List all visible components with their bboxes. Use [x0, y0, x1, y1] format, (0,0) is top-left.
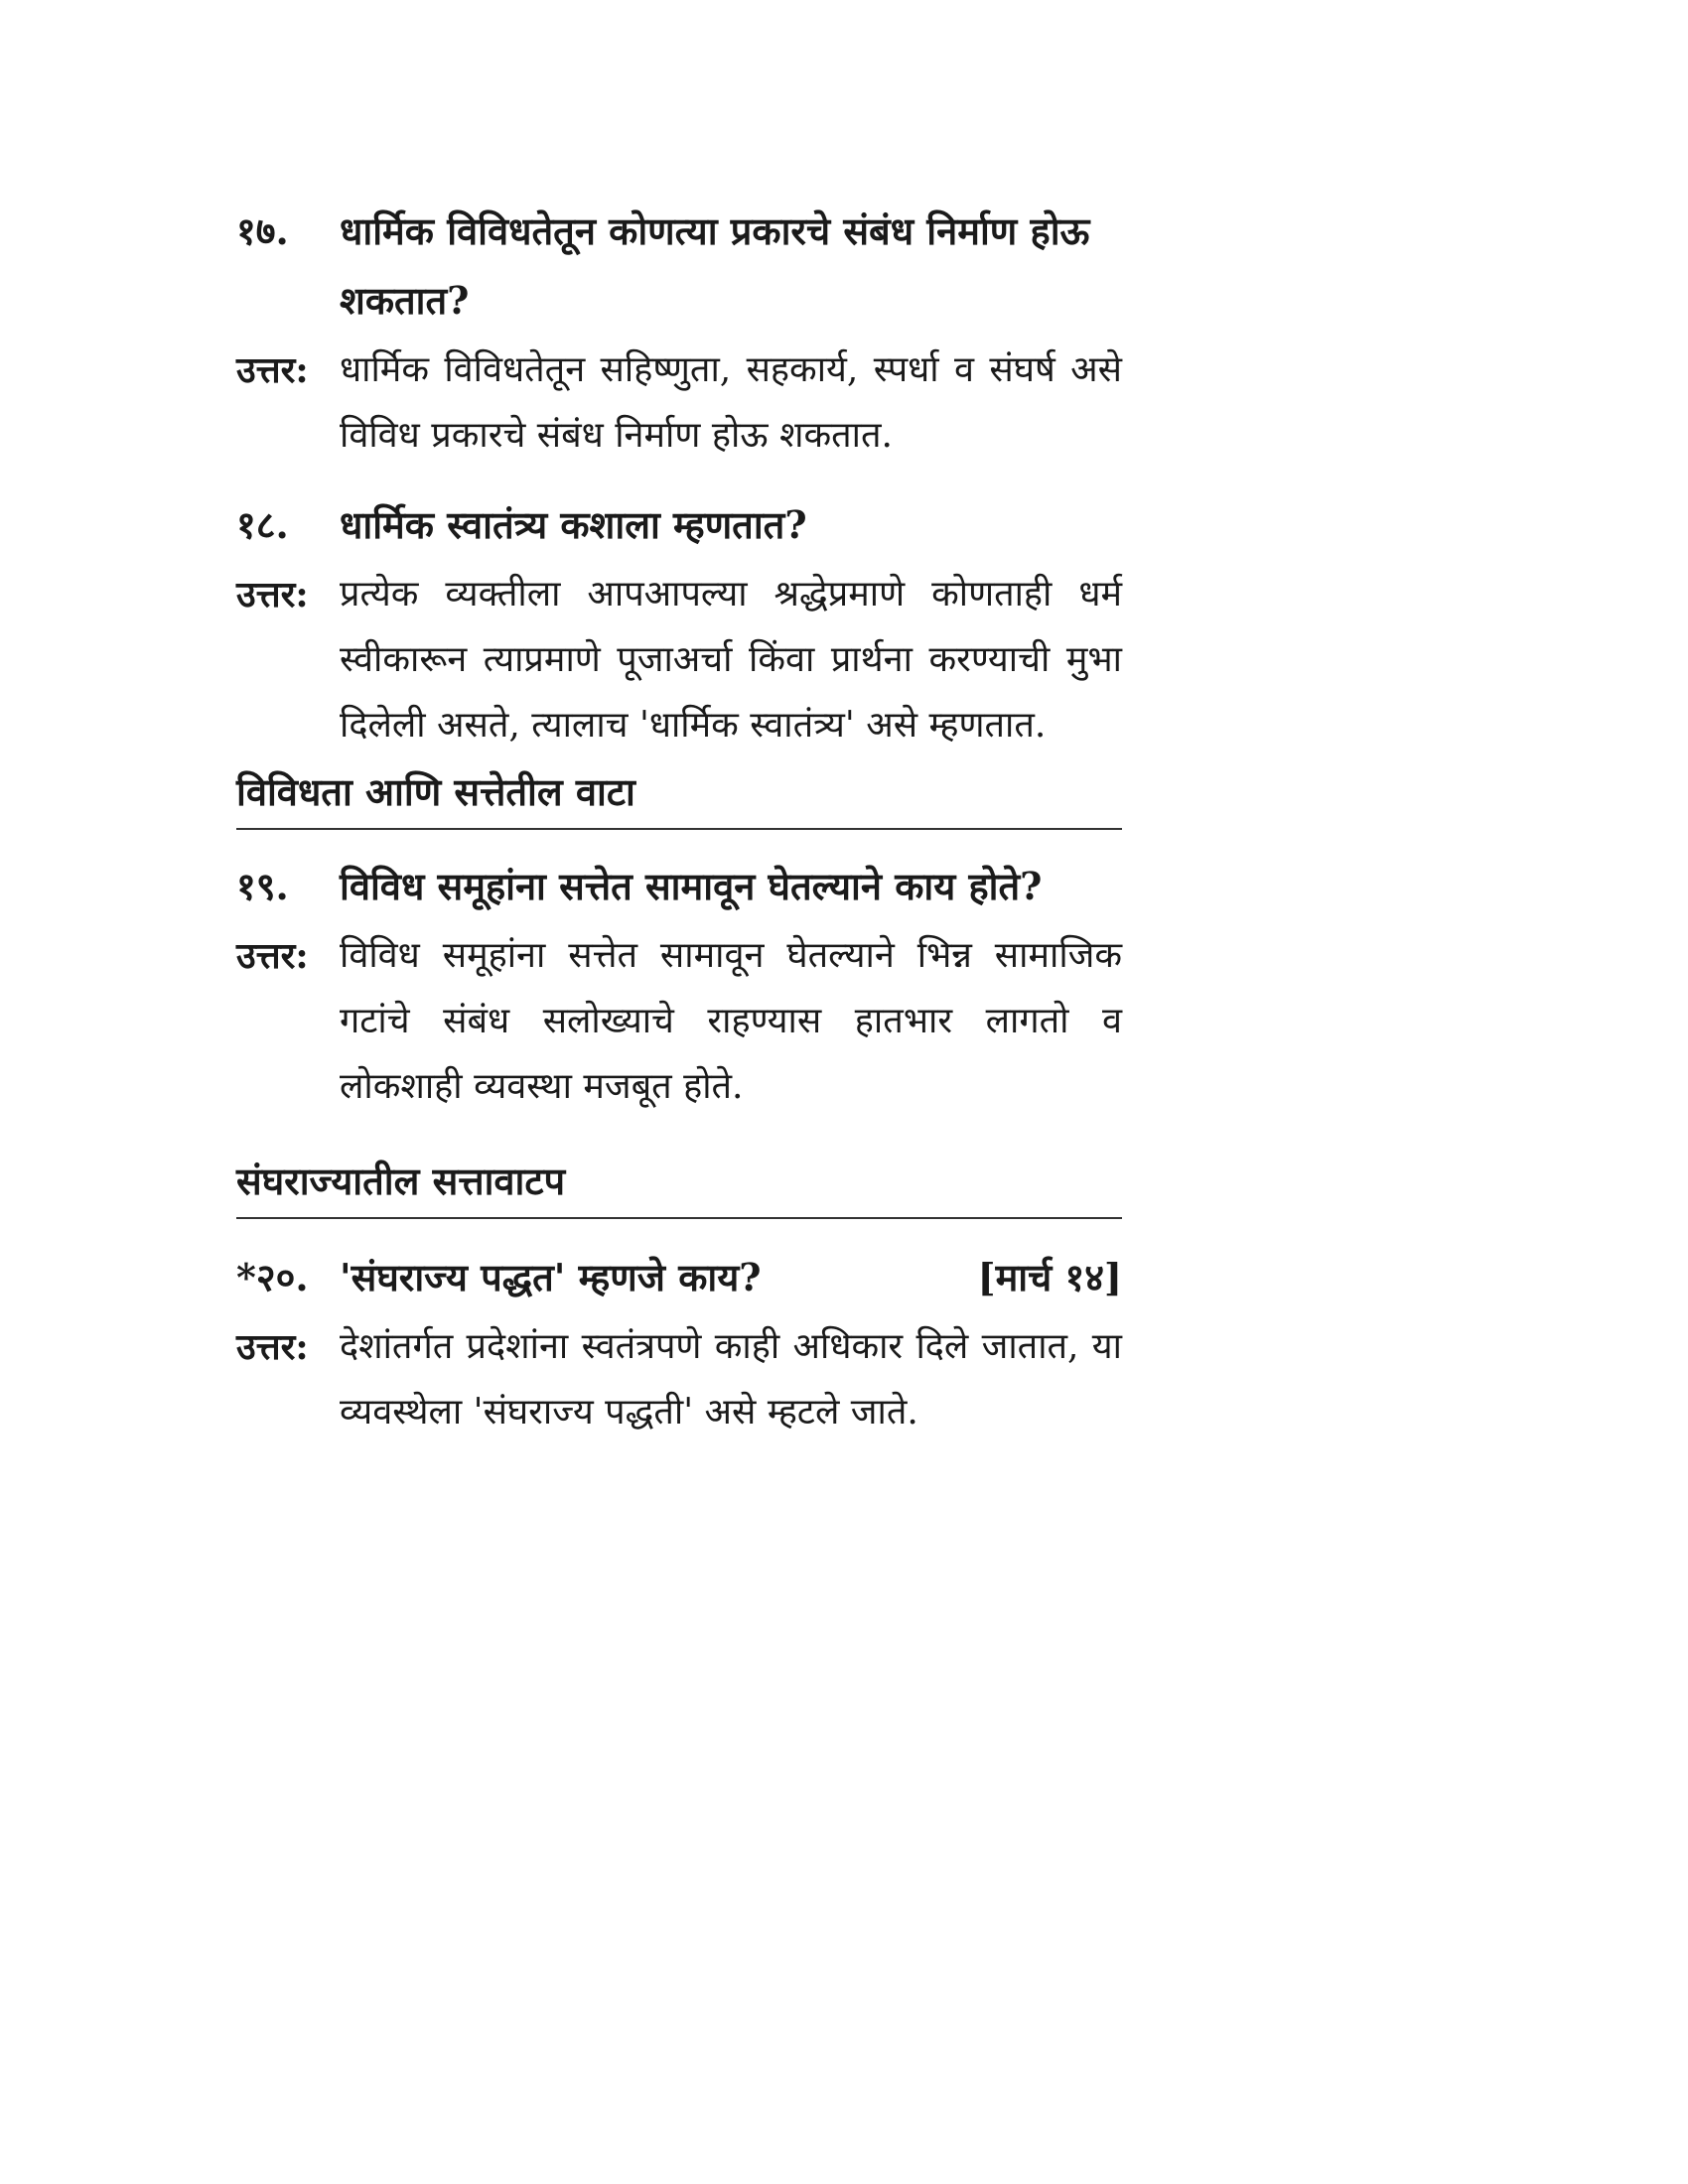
answer-row: [236, 562, 1122, 758]
question-number: *२०.: [236, 1255, 309, 1299]
question-row: [236, 197, 1122, 336]
answer-row: [236, 338, 1122, 469]
section-heading: संघराज्यातील सत्तावाटप: [236, 1152, 1122, 1219]
question-number: १७.: [236, 208, 289, 253]
question-block-20: [236, 1243, 1122, 1445]
question-row: [236, 1243, 1122, 1312]
answer-text: विविध समूहांना सत्तेत सामावून घेतल्याने भिन्न सामाजिक गटांचे संबंध सलोख्याचे राहण्यास हातभार लागतो व लोकशाही व्यवस्था मजबूत होते.: [340, 935, 1122, 1107]
document-page: [236, 197, 1122, 1445]
question-number: १९.: [236, 864, 289, 908]
answer-label: उत्तर:: [236, 349, 309, 391]
question-text: धार्मिक विविधतेतून कोणत्या प्रकारचे संबंध निर्माण होऊ शकतात?: [340, 208, 1090, 323]
question-number: १८.: [236, 502, 289, 547]
answer-row: [236, 923, 1122, 1120]
answer-text: देशांतर्गत प्रदेशांना स्वतंत्रपणे काही अधिकार दिले जातात, या व्यवस्थेला 'संघराज्य पद्धती' असे म्हटले जाते.: [340, 1326, 1122, 1433]
question-block-17: [236, 197, 1122, 469]
question-block-19: [236, 852, 1122, 1120]
answer-label: उत्तर:: [236, 1326, 309, 1368]
question-text: विविध समूहांना सत्तेत सामावून घेतल्याने काय होते?: [340, 864, 1043, 908]
question-text: 'संघराज्य पद्धत' म्हणजे काय?: [340, 1255, 762, 1299]
section-heading: विविधता आणि सत्तेतील वाटा: [236, 762, 1122, 830]
answer-label: उत्तर:: [236, 935, 309, 977]
exam-reference-tag: [मार्च १४]: [977, 1255, 1122, 1299]
question-block-18: [236, 490, 1122, 758]
question-text: धार्मिक स्वातंत्र्य कशाला म्हणतात?: [340, 502, 807, 547]
question-row: [236, 490, 1122, 560]
answer-label: उत्तर:: [236, 574, 309, 615]
question-row: [236, 852, 1122, 921]
answer-text: धार्मिक विविधतेतून सहिष्णुता, सहकार्य, स्पर्धा व संघर्ष असे विविध प्रकारचे संबंध निर्माण होऊ शकतात.: [340, 349, 1122, 456]
answer-row: [236, 1314, 1122, 1445]
answer-text: प्रत्येक व्यक्तीला आपआपल्या श्रद्धेप्रमाणे कोणताही धर्म स्वीकारून त्याप्रमाणे पूजाअर्चा किंवा प्रार्थना करण्याची मुभा दिलेली असते, त्यालाच 'धार्मिक स्वातंत्र्य' असे म्हणतात.: [340, 574, 1122, 746]
